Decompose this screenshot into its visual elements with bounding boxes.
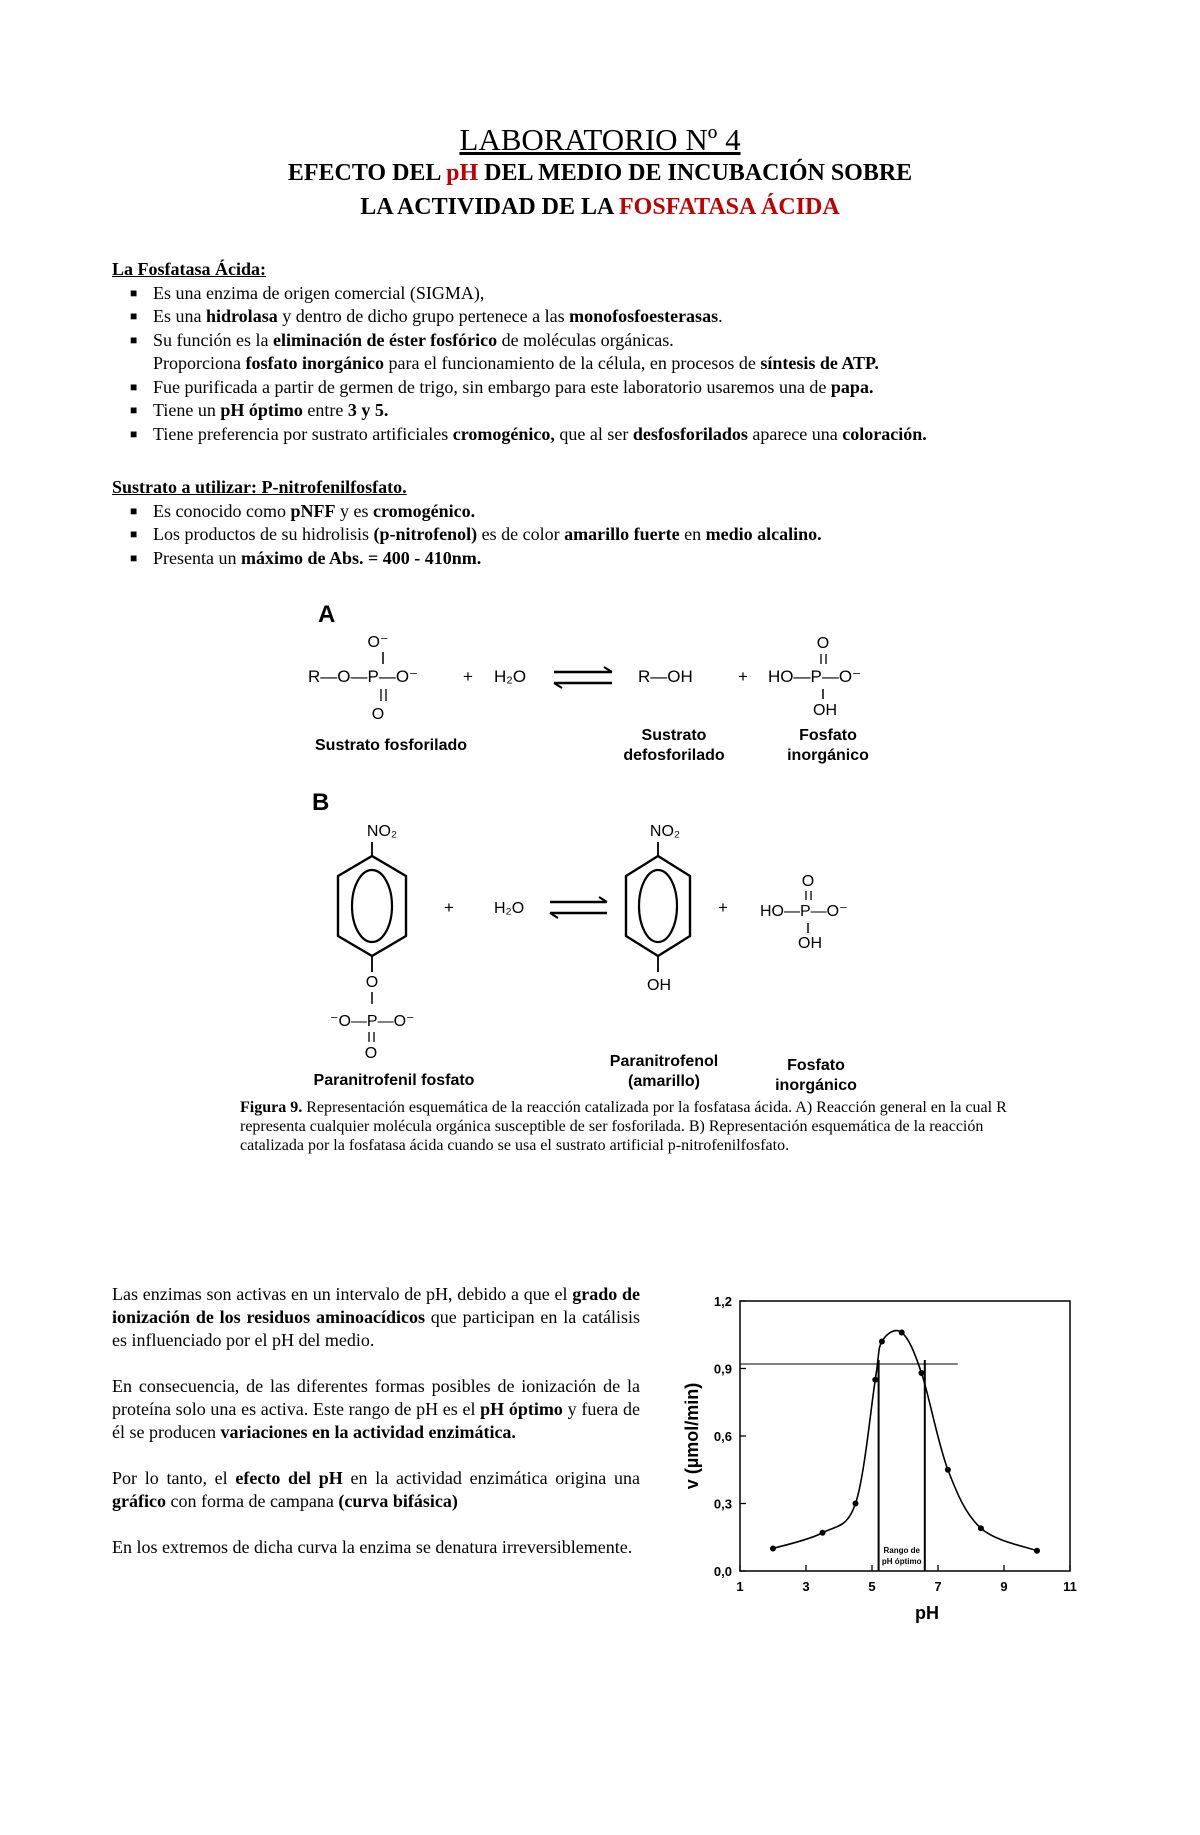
list-item [112, 305, 1112, 329]
range-label: Rango de [883, 1546, 920, 1555]
bullet-icon: ■ [130, 403, 138, 417]
bullet-icon: ■ [130, 426, 138, 441]
data-point [919, 1370, 925, 1376]
plot-frame [740, 1301, 1070, 1571]
bullet-icon: ■ [130, 503, 138, 518]
paragraph [112, 1375, 640, 1444]
x-tick-label: 5 [868, 1579, 876, 1594]
body-text: . [718, 306, 723, 326]
phosphate-formula: HO—P—O⁻ [768, 667, 862, 686]
phosphate-hydroxyl: OH [798, 935, 822, 952]
emphasis-text: desfosforilados [632, 423, 748, 444]
body-text: Proporciona [153, 353, 246, 373]
caption-pnp: Paranitrofenol [609, 1053, 719, 1070]
emphasis-text: gráfico [112, 1491, 166, 1511]
subtitle-highlight: pH [446, 160, 479, 186]
body-text: de moléculas orgánicas. [497, 329, 674, 350]
phosphate-hydroxyl: OH [813, 702, 837, 719]
body-text: Las enzimas son activas en un intervalo de pH, debido a que el [112, 1284, 573, 1304]
ph-activity-chart [680, 1285, 1100, 1635]
list-item [112, 523, 1112, 547]
section-fosfatasa [112, 258, 1112, 446]
data-point [820, 1530, 826, 1536]
x-tick-label: 7 [934, 1579, 942, 1594]
data-point [853, 1501, 859, 1507]
phosphate-oxygen: O [371, 706, 385, 723]
emphasis-text: eliminación de éster fosfórico [272, 329, 498, 350]
body-text: En consecuencia, de las diferentes formas posibles de ionización de la proteína solo una es activa. Este rango de pH es el [112, 1376, 640, 1419]
body-text: es de color [477, 524, 565, 544]
emphasis-text: variaciones en la actividad enzimática. [220, 1422, 516, 1442]
ester-oxygen: O [365, 974, 379, 991]
y-tick-label: 0,0 [713, 1564, 732, 1579]
phosphate-oxygen: O [801, 873, 815, 890]
x-tick-label: 3 [802, 1579, 810, 1594]
x-axis-label: pH [915, 1603, 939, 1623]
caption-inorganic-phosphate: Fosfato [799, 727, 857, 744]
list-item [112, 329, 1112, 376]
list-item [112, 547, 1112, 571]
subtitle-line-1 [0, 160, 1200, 187]
panel-label-b: B [312, 789, 330, 816]
reaction-figure [0, 580, 1200, 1100]
paragraph [112, 1536, 640, 1559]
body-text: Su función es la [153, 329, 273, 350]
body-text: aparece una [747, 423, 843, 444]
body-text: Fue purificada a partir de germen de trigo, sin embargo para este laboratorio usaremos una de [153, 376, 831, 397]
body-text: para el funcionamiento de la célula, en procesos de [383, 353, 761, 373]
y-tick-label: 1,2 [713, 1294, 732, 1309]
subtitle-line-2 [0, 194, 1200, 221]
water-formula: H₂O [494, 900, 525, 917]
emphasis-text: (curva bifásica) [338, 1491, 458, 1511]
body-text: Los productos de su hidrolisis [153, 524, 374, 544]
list-item-continuation [153, 352, 1112, 376]
data-point [899, 1330, 905, 1336]
section-heading: Sustrato a utilizar: P-nitrofenilfosfato. [112, 477, 407, 497]
emphasis-text: pNFF [290, 500, 336, 521]
bullet-list [112, 282, 1112, 447]
body-text: Es una enzima de origen comercial (SIGMA), [153, 282, 485, 303]
caption-inorganic-phosphate: Fosfato [787, 1057, 845, 1074]
product-alcohol: R—OH [638, 667, 693, 686]
data-point [872, 1377, 878, 1383]
body-text: Tiene un [153, 400, 221, 420]
subtitle-text: DEL MEDIO DE INCUBACIÓN SOBRE [478, 160, 913, 186]
data-point [945, 1467, 951, 1473]
emphasis-text: máximo de Abs. = 400 - 410nm. [240, 547, 482, 568]
subtitle-text: LA ACTIVIDAD DE LA [360, 194, 620, 220]
panel-label-a: A [318, 601, 336, 628]
caption-substrate: Sustrato fosforilado [315, 737, 468, 754]
data-point [1034, 1548, 1040, 1554]
nitro-group: NO₂ [649, 823, 681, 840]
caption-text: Representación esquemática de la reacción catalizada por la fosfatasa ácida. A) Reacción general en la cual R representa cualquier molécula orgánica susceptible de ser fosforilada. B) Representación esquemática de la reacción catalizada por la fosfatasa ácida cuando se usa el sustrato artificial p-nitrofenilfosfato. [240, 1099, 1007, 1154]
body-text: con forma de campana [165, 1491, 339, 1511]
phosphate-formula: HO—P—O⁻ [760, 903, 848, 920]
emphasis-text: pH óptimo [220, 400, 303, 420]
caption-inorganic-phosphate: inorgánico [787, 747, 869, 764]
body-text: Es conocido como [153, 500, 291, 521]
substrate-formula: R—O—P—O⁻ [308, 667, 419, 686]
y-tick-label: 0,9 [713, 1361, 732, 1377]
emphasis-text: efecto del pH [235, 1468, 343, 1488]
caption-pnpp: Paranitrofenil fosfato [313, 1072, 475, 1089]
nitro-group: NO₂ [366, 823, 398, 840]
bullet-list [112, 500, 1112, 571]
plus-sign: + [738, 667, 748, 686]
emphasis-text: (p-nitrofenol) [373, 524, 478, 544]
subtitle-highlight: FOSFATASA ÁCIDA [619, 194, 840, 220]
bullet-icon: ■ [130, 332, 138, 347]
emphasis-text: medio alcalino. [705, 524, 822, 544]
phosphate-group: ⁻O—P—O⁻ [330, 1013, 415, 1030]
caption-dephosphorylated: Sustrato [641, 727, 707, 744]
emphasis-text: síntesis de ATP. [760, 353, 879, 373]
emphasis-text: 3 y 5. [347, 400, 389, 420]
caption-dephosphorylated: defosforilado [623, 747, 725, 764]
explanation-text [112, 1283, 640, 1582]
list-item [112, 399, 1112, 423]
body-text: y fuera de él se producen [112, 1399, 640, 1442]
paragraph [112, 1283, 640, 1352]
body-text: Presenta un [153, 547, 241, 568]
bullet-icon: ■ [130, 285, 138, 300]
plus-sign: + [463, 667, 473, 686]
emphasis-text: amarillo fuerte [564, 524, 680, 544]
list-item [112, 423, 1112, 447]
bullet-icon: ■ [130, 309, 138, 323]
body-text: Por lo tanto, el [112, 1468, 236, 1488]
body-text: y es [335, 500, 373, 521]
list-item [112, 376, 1112, 400]
phenol-hydroxyl: OH [647, 977, 671, 994]
emphasis-text: monofosfoesterasas [569, 306, 719, 326]
caption-label: Figura 9. [240, 1099, 303, 1116]
emphasis-text: cromogénico, [452, 423, 555, 444]
emphasis-text: grado de ionización de los residuos aminoacídicos [112, 1284, 641, 1327]
body-text: que participan en la catálisis es influenciado por el pH del medio. [112, 1307, 640, 1350]
section-sustrato [112, 476, 1112, 570]
emphasis-text: hidrolasa [206, 306, 278, 326]
figure-caption [240, 1098, 1020, 1155]
bullet-icon: ■ [130, 379, 138, 394]
emphasis-text: coloración. [842, 423, 927, 444]
data-point [879, 1339, 885, 1345]
x-tick-label: 9 [1000, 1579, 1008, 1594]
body-text: en [679, 524, 706, 544]
body-text: que al ser [554, 423, 633, 444]
phosphate-oxygen: O⁻ [367, 634, 389, 651]
phosphate-oxygen: O [816, 635, 830, 652]
emphasis-text: pH óptimo [480, 1399, 563, 1419]
data-point [770, 1546, 776, 1552]
data-point [978, 1525, 984, 1531]
body-text: en la actividad enzimática origina una [342, 1468, 641, 1488]
list-item [112, 282, 1112, 306]
y-tick-label: 0,6 [713, 1429, 732, 1444]
caption-inorganic-phosphate: inorgánico [775, 1077, 857, 1094]
phosphate-oxygen: O [364, 1045, 378, 1062]
water-formula: H₂O [494, 667, 527, 686]
y-tick-label: 0,3 [713, 1496, 732, 1512]
body-text: entre [302, 400, 348, 420]
y-axis-label: v (µmol/min) [682, 1382, 702, 1490]
page-title: LABORATORIO Nº 4 [459, 122, 741, 157]
plus-sign: + [444, 898, 454, 917]
body-text: Es una [153, 306, 206, 326]
emphasis-text: fosfato inorgánico [245, 353, 384, 373]
plus-sign: + [718, 898, 728, 917]
list-item [112, 500, 1112, 524]
emphasis-text: cromogénico. [372, 500, 476, 521]
paragraph [112, 1467, 640, 1513]
x-tick-label: 11 [1063, 1579, 1077, 1594]
body-text: En los extremos de dicha curva la enzima se denatura irreversiblemente. [112, 1537, 633, 1557]
bullet-icon: ■ [130, 527, 138, 541]
section-heading: La Fosfatasa Ácida: [112, 259, 266, 279]
bullet-icon: ■ [130, 550, 138, 565]
body-text: Tiene preferencia por sustrato artificiales [153, 423, 453, 444]
x-tick-label: 1 [736, 1579, 744, 1594]
emphasis-text: papa. [830, 376, 874, 397]
body-text: y dentro de dicho grupo pertenece a las [277, 306, 570, 326]
subtitle-text: EFECTO DEL [287, 160, 447, 186]
caption-pnp: (amarillo) [627, 1073, 701, 1090]
range-label: pH óptimo [881, 1557, 922, 1566]
